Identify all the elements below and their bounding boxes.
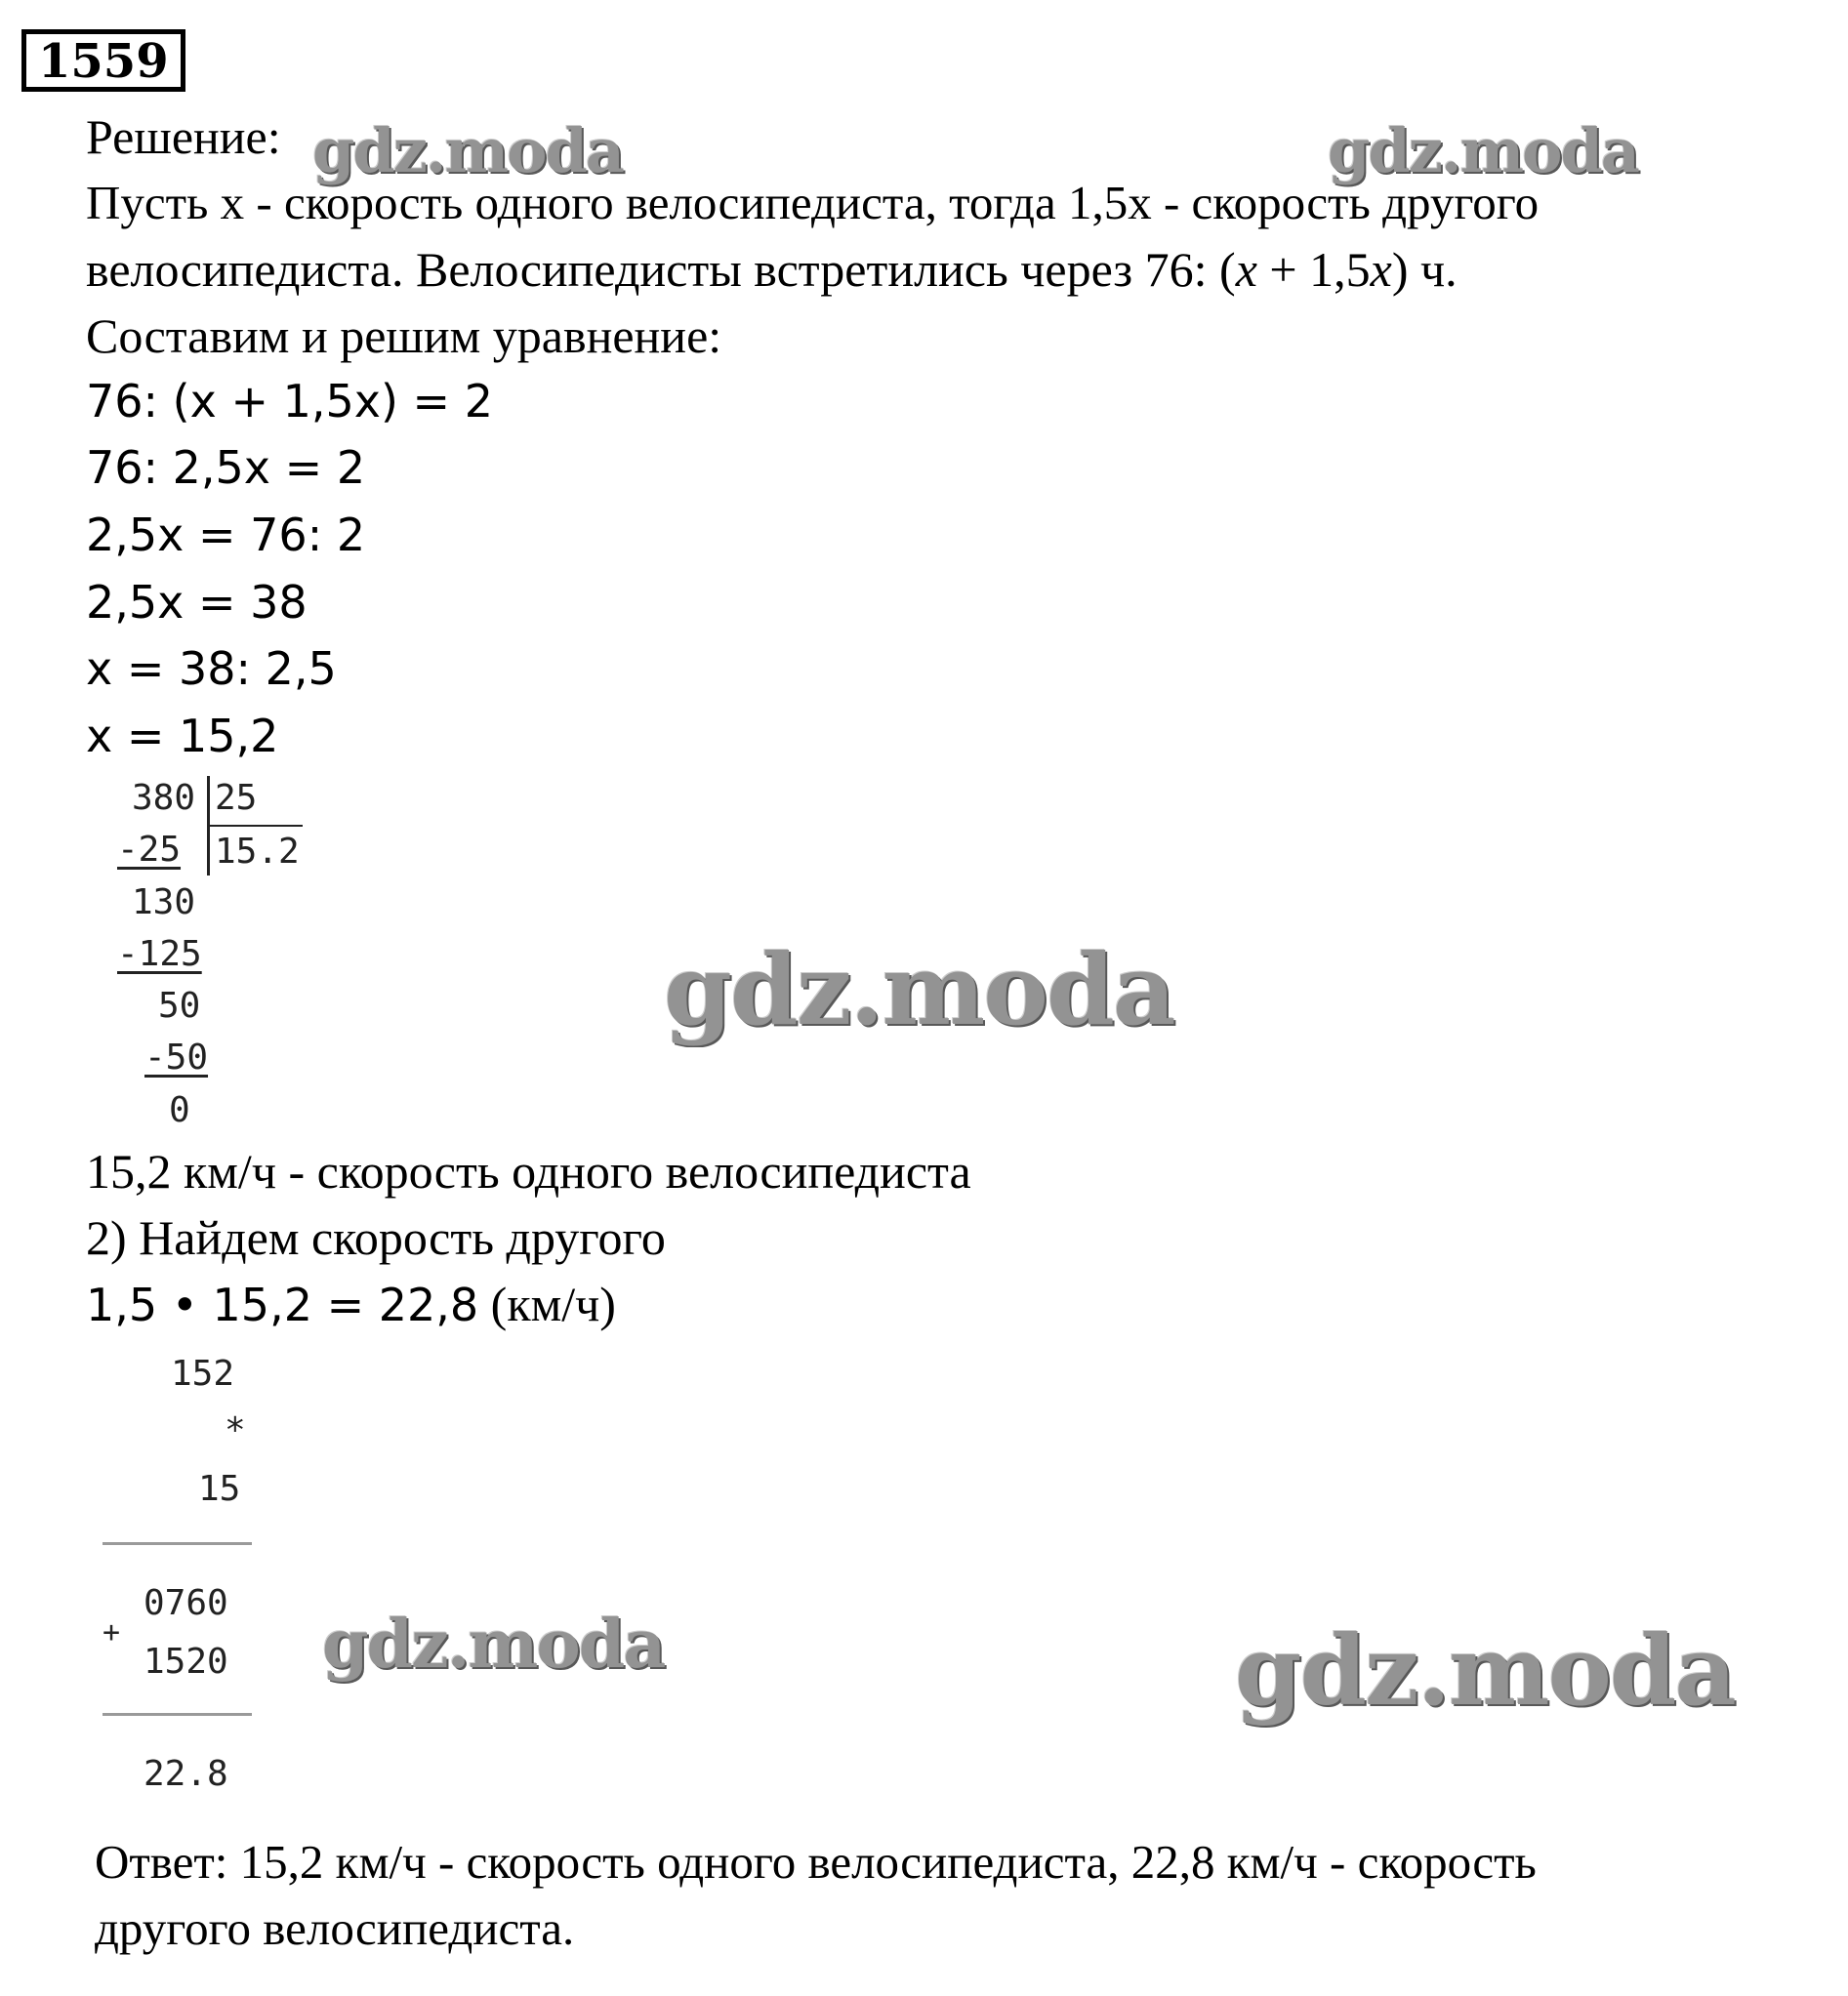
division-dividend: 380 bbox=[132, 778, 196, 818]
division-divisor-line bbox=[209, 825, 303, 827]
task-number: 1559 bbox=[21, 29, 185, 92]
watermark-center: gdz.moda bbox=[664, 932, 1174, 1047]
intro-var-x: x bbox=[1235, 242, 1257, 297]
division-divisor: 25 bbox=[215, 778, 258, 818]
result-1: 15,2 км/ч - скорость одного велосипедиста bbox=[86, 1144, 971, 1199]
equation-1: 76: (x + 1,5x) = 2 bbox=[86, 375, 493, 428]
intro-line-1: Пусть х - скорость одного велосипедиста, тогда 1,5х - скорость другого bbox=[86, 176, 1540, 229]
division-step-2: 130 bbox=[132, 882, 196, 922]
answer-line-2: другого велосипедиста. bbox=[95, 1901, 575, 1955]
intro-line-2-end: ) ч. bbox=[1391, 242, 1458, 297]
mult-operator: * bbox=[225, 1410, 246, 1450]
equation-3: 2,5x = 76: 2 bbox=[86, 509, 366, 561]
mult-operand-a: 152 bbox=[171, 1354, 235, 1394]
intro-line-2 bbox=[86, 242, 1458, 297]
mult-line-2 bbox=[103, 1713, 252, 1716]
division-step-3: -125 bbox=[117, 934, 202, 974]
equation-6: x = 15,2 bbox=[86, 710, 279, 762]
intro-line-3: Составим и решим уравнение: bbox=[86, 308, 722, 363]
division-step-5: -50 bbox=[144, 1038, 209, 1078]
watermark-bottom-right: gdz.moda bbox=[1235, 1615, 1735, 1728]
step-2-expression bbox=[86, 1277, 616, 1331]
intro-line-2-text: велосипедиста. Велосипедисты встретились через 76: ( bbox=[86, 242, 1236, 297]
step-2-title: 2) Найдем скорость другого bbox=[86, 1210, 666, 1265]
answer-line-1: Ответ: 15,2 км/ч - скорость одного велосипедиста, 22,8 км/ч - скорость bbox=[95, 1835, 1537, 1889]
watermark-bottom-left: gdz.moda bbox=[322, 1606, 665, 1684]
equation-2: 76: 2,5x = 2 bbox=[86, 441, 366, 494]
division-step-6: 0 bbox=[169, 1090, 190, 1130]
mult-plus: + bbox=[103, 1615, 121, 1650]
mult-result: 22.8 bbox=[144, 1754, 228, 1794]
equation-4: 2,5x = 38 bbox=[86, 576, 308, 629]
watermark-top-right: gdz.moda bbox=[1328, 115, 1638, 186]
intro-plus: + 1,5 bbox=[1256, 242, 1371, 297]
step-2-expr-left: 1,5 • 15,2 = 22,8 bbox=[86, 1279, 479, 1331]
equation-5: x = 38: 2,5 bbox=[86, 642, 337, 695]
division-quotient: 15.2 bbox=[215, 832, 300, 872]
mult-operand-b: 15 bbox=[198, 1469, 241, 1509]
mult-partial-1: 0760 bbox=[144, 1583, 228, 1623]
mult-line-1 bbox=[103, 1542, 252, 1545]
intro-var-x2: x bbox=[1370, 242, 1392, 297]
solution-label: Решение: bbox=[86, 109, 281, 164]
step-2-expr-unit: (км/ч) bbox=[478, 1277, 616, 1331]
watermark-top-left: gdz.moda bbox=[312, 115, 623, 186]
division-step-1: -25 bbox=[117, 830, 182, 870]
mult-partial-2: 1520 bbox=[144, 1642, 228, 1682]
division-step-4: 50 bbox=[158, 986, 201, 1026]
